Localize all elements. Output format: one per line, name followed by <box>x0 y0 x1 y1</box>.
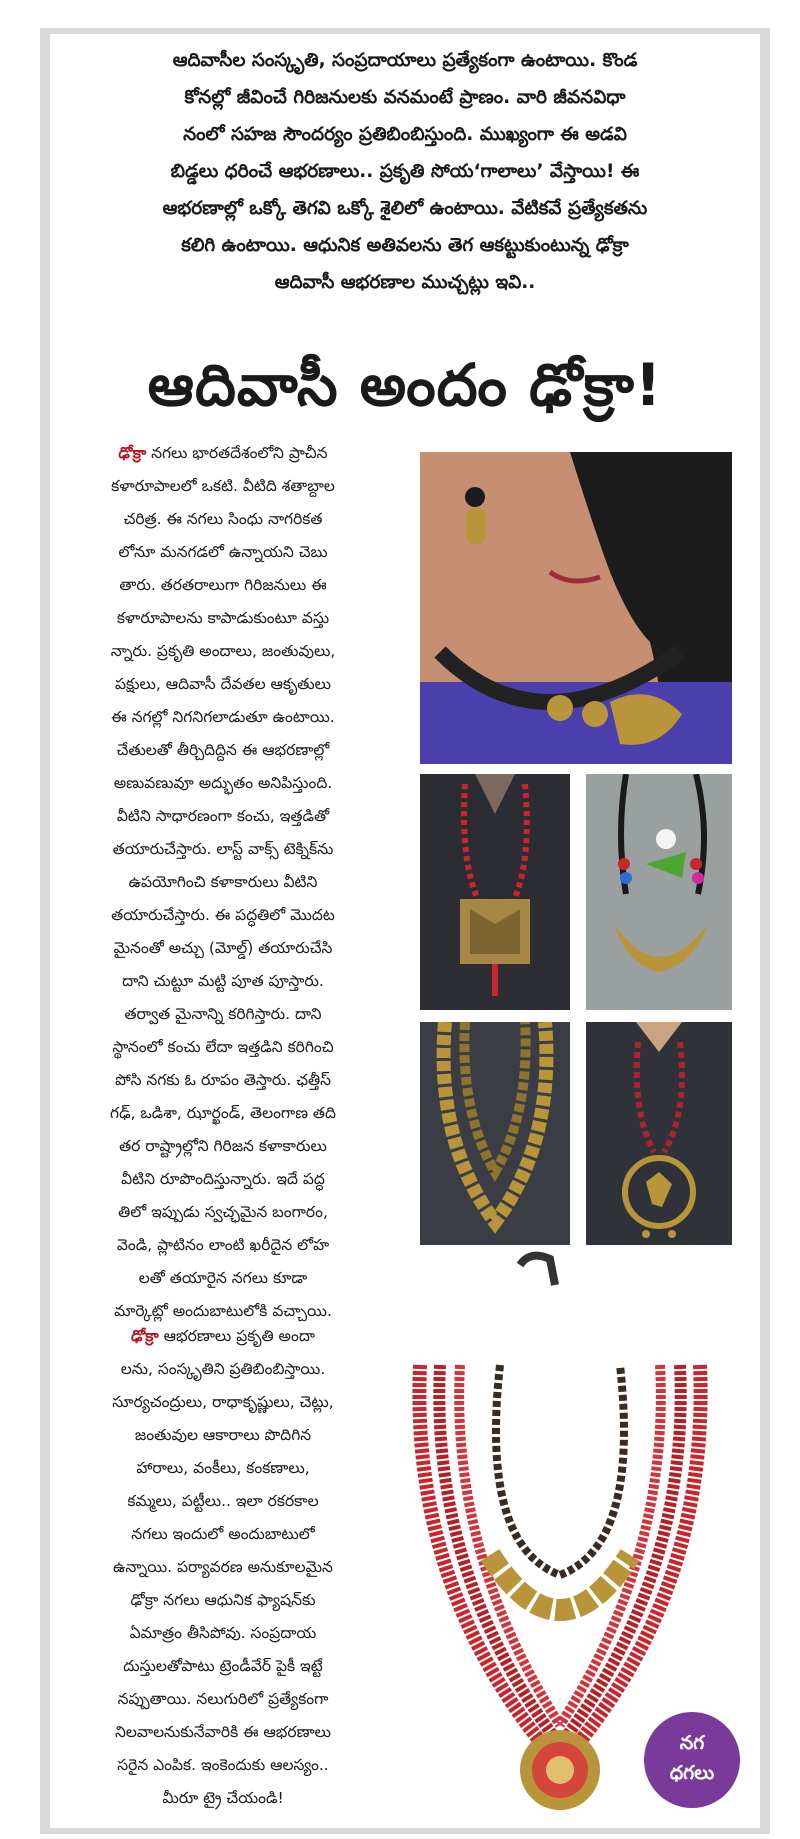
body-line: వెండి, ప్లాటినం లాంటి ఖరీదైన లోహ <box>116 1236 330 1254</box>
body-line: దుస్తులతోపాటు ట్రెండీవేర్ పైకీ ఇట్టే <box>123 1657 323 1675</box>
intro-line: కలిగి ఉంటాయి. ఆధునిక అతివలను తెగ ఆకట్టుకుంటున్న ఢోక్రా <box>181 235 629 256</box>
body-line: సరైన ఎంపిక. ఇంకెందుకు ఆలస్యం.. <box>117 1756 329 1774</box>
first-line-rest: ఆభరణాలు ప్రకృతి అందా <box>158 1327 315 1345</box>
body-line: లను, సంస్కృతిని ప్రతిబింబిస్తాయి. <box>120 1360 326 1378</box>
body-line: కళారూపాలలో ఒకటి. వీటిది శతాబ్దాల <box>111 477 335 495</box>
body-line: మార్కెట్లో అందుబాటులోకి వచ్చాయి. <box>114 1302 332 1320</box>
body-line: ఉన్నాయి. పర్యావరణ అనుకూలమైన <box>113 1558 333 1576</box>
dhokra-radha-krishna-pendant-photo <box>420 774 570 1010</box>
headline: ఆదివాసీ అందం ఢోక్రా! <box>147 351 663 419</box>
body-line: ఉపయోగించి కళాకారులు వీటిని <box>128 873 318 891</box>
intro-line: ఆభరణాల్లో ఒక్కో తెగవి ఒక్కో శైలిలో ఉంటాయి. వేటికవే ప్రత్యేకతను <box>162 198 648 219</box>
page-border-bottom <box>40 1828 770 1834</box>
body-line: తయారుచేస్తారు. లాస్ట్ వాక్స్ టెక్నిక్‌ను <box>112 840 334 858</box>
body-line: స్థానంలో కంచు లేదా ఇత్తడిని కరిగించి <box>112 1038 334 1056</box>
body-line: తారు. తరతరాలుగా గిరిజనులు ఈ <box>119 576 327 594</box>
body-line: గఢ్, ఒడిశా, ఝార్ఖండ్, తెలంగాణ తది <box>110 1104 336 1122</box>
body-column-a <box>58 437 388 1328</box>
body-line: మీరూ ట్రై చేయండి! <box>162 1789 284 1807</box>
badge-line-1: నగ <box>679 1732 705 1754</box>
body-line: వీటిని సాధారణంగా కంచు, ఇత్తడితో <box>116 807 330 825</box>
dhokra-ganesha-bead-necklace-photo <box>586 774 732 1010</box>
lead-word: ఢోక్రా <box>118 444 147 462</box>
body-line: కమ్మలు, పట్టీలు.. ఇలా రకరకాల <box>127 1492 319 1510</box>
body-line: లోనూ మనగడలో ఉన్నాయని చెబు <box>118 543 328 561</box>
intro-line: కోనల్లో జీవించే గిరిజనులకు వనమంటే ప్రాణం. వారి జీవనవిధా <box>184 87 626 108</box>
body-line: నగలు ఇందులో అందుబాటులో <box>131 1525 315 1543</box>
body-line: కళారూపాలను కాపాడుకుంటూ వస్తు <box>116 609 330 627</box>
body-line: హారాలు, వంకీలు, కంకణాలు, <box>136 1459 310 1477</box>
intro-line: ఆదివాసీల సంస్కృతి, సంప్రదాయాలు ప్రత్యేకంగా ఉంటాయి. కొండ <box>172 50 638 71</box>
body-line: నప్పుతాయి. నలుగురిలో ప్రత్యేకంగా <box>117 1690 329 1708</box>
body-line: తిలో ఇప్పుడు స్వచ్ఛమైన బంగారం, <box>118 1203 328 1221</box>
body-line: మైనంతో అచ్చు (మోల్డ్) తయారుచేసి <box>113 939 333 957</box>
body-line: తర రాష్ట్రాల్లోని గిరిజన కళాకారులు <box>119 1137 327 1155</box>
body-line: జంతువుల ఆకారాలు పొదిగిన <box>134 1426 312 1444</box>
naga-dhagalu-badge <box>644 1712 740 1808</box>
body-line: పక్షులు, ఆదివాసీ దేవతల ఆకృతులు <box>115 675 331 693</box>
body-line: లతో తయారైన నగలు కూడా <box>138 1269 308 1287</box>
body-line: వీటిని రూపొందిస్తున్నారు. ఇదే పద్ధ <box>121 1170 325 1188</box>
model-wearing-dhokra-choker-photo <box>420 452 732 764</box>
body-line: తయారుచేస్తారు. ఈ పద్ధతిలో మొదట <box>111 906 335 924</box>
body-line: అణువణువూ అద్భుతం అనిపిస్తుంది. <box>113 774 333 792</box>
body-line-first <box>58 1320 388 1353</box>
dhokra-dancing-figure-pendant-photo <box>586 1022 732 1256</box>
body-line: సూర్యచంద్రులు, రాధాకృష్ణులు, చెట్లు, <box>112 1393 334 1411</box>
body-line: పోసి నగకు ఓ రూపం తెస్తారు. ఛత్తీస్ <box>114 1071 332 1089</box>
dhokra-brass-layered-chain-photo <box>420 1022 570 1256</box>
body-line: ఢోక్రా నగలు ఆధునిక ఫ్యాషన్‌కు <box>130 1591 316 1609</box>
lead-word: ఢోక్రా <box>131 1327 159 1345</box>
page-border-top <box>40 28 770 34</box>
intro-paragraph <box>70 42 740 301</box>
page-border-left <box>40 28 50 1834</box>
body-line: దాని చుట్టూ మట్టి పూత పూస్తారు. <box>122 972 324 990</box>
body-column-b <box>58 1320 388 1815</box>
first-line-rest: నగలు భారతదేశంలోని ప్రాచీన <box>146 444 328 462</box>
body-line-first <box>58 437 388 470</box>
body-line: ఏమాత్రం తీసిపోవు. సంప్రదాయ <box>129 1624 317 1642</box>
body-line: ఈ నగల్లో నిగనిగలాడుతూ ఉంటాయి. <box>111 708 335 726</box>
body-line: చరిత్ర. ఈ నగలు సింధు నాగరికత <box>123 510 323 528</box>
intro-line: బిడ్డలు ధరించే ఆభరణాలు.. ప్రకృతి సోయ‘గాలాలు’ వేస్తాయి! ఈ <box>170 161 640 182</box>
body-line: నిలవాలనుకునేవారికి ఈ ఆభరణాలు <box>114 1723 332 1741</box>
body-line: చేతులతో తీర్చిదిద్దిన ఈ ఆభరణాల్లో <box>116 741 330 759</box>
body-line: న్నారు. ప్రకృతి అందాలు, జంతువులు, <box>110 642 336 660</box>
badge-line-2: ధగలు <box>669 1762 715 1784</box>
body-line: తర్వాత మైనాన్ని కరిగిస్తారు. దాని <box>124 1005 322 1023</box>
page-border-right <box>760 28 770 1834</box>
intro-line: నంలో సహజ సౌందర్యం ప్రతిబింబిస్తుంది. ముఖ్యంగా ఈ అడవి <box>183 124 627 145</box>
intro-line: ఆదివాసీ ఆభరణాల ముచ్చట్లు ఇవి.. <box>274 272 536 293</box>
